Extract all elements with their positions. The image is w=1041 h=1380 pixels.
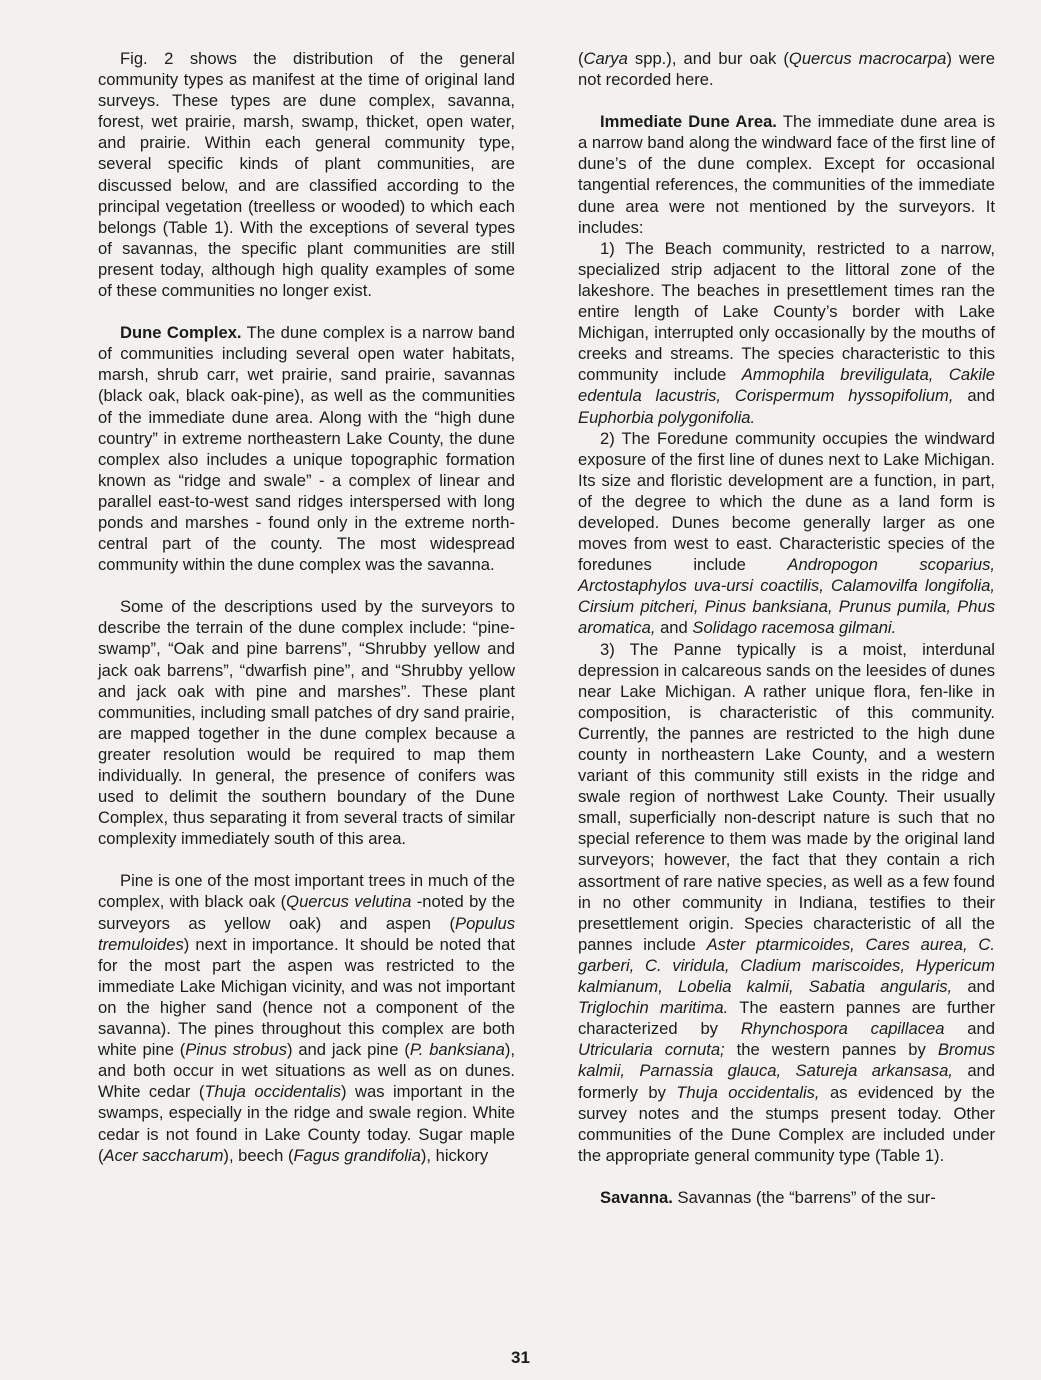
immediate-dune-heading: Immediate Dune Area. — [600, 112, 777, 132]
left-column — [98, 48, 515, 1166]
panne-paragraph: 3) The Panne typically is a moist, interdunal depression in calcareous sands on the leesides of dunes near Lake Michigan. A rather unique flora, fen-like in composition, is characteristic of this community. Currently, the pannes are restricted to the high dune county in northeastern Lake County, and a western variant of this community still exists in the ridge and swale region of northwest Lake County. Their usually small, superficially non-descript nature is such that no special reference to them was made by the original land surveyors; however, the fact that they contain a rich assortment of rare native species, as well as a few found in no other community in Indiana, testifies to their presettlement origin. Species characteristic of all the pannes include Aster ptarmicoides, Cares aurea, C. garberi, C. viridula, Cladium mariscoides, Hypericum kalmianum, Lobelia kalmii, Sabatia angularis, and Triglochin maritima. The eastern pannes are further characterized by Rhynchospora capillacea and Utricularia cornuta; the western pannes by Bromus kalmii, Parnassia glauca, Satureja arkansasa, and formerly by Thuja occidentalis, as evidenced by the survey notes and the stumps present today. Other communities of the Dune Complex are included under the appropriate general community type (Table 1). — [578, 639, 996, 1165]
immediate-dune-paragraph — [578, 111, 995, 238]
savanna-paragraph — [578, 1187, 995, 1208]
intro-paragraph: Fig. 2 shows the distribution of the general community types as manifest at the time of original land surveys. These types are dune complex, savanna, forest, wet prairie, marsh, swamp, thicket, open water, and prairie. Within each general community type, several specific kinds of plant communities, are discussed below, and are classified according to the principal vegetation (treelless or wooded) to which each belongs (Table 1). With the exceptions of several types of savannas, the specific plant communities are still present today, although high quality examples of some of these communities no longer exist. — [98, 49, 515, 301]
surveyor-descriptions-paragraph: Some of the descriptions used by the surveyors to describe the terrain of the dune complex include: “pine-swamp”, “Oak and pine barrens”, “Shrubby yellow and jack oak barrens”, “dwarfish pine”, and “Shrubby yellow and jack oak with pine and marshes”. These plant communities, including small patches of dry sand prairie, are mapped together in the dune complex because a greater resolution would be required to map them individually. In general, the presence of conifers was used to delimit the southern boundary of the Dune Complex, thus separating it from several tracts of similar complexity immediately south of this area. — [98, 597, 515, 849]
dune-complex-heading: Dune Complex. — [120, 323, 242, 343]
right-column — [578, 48, 995, 1208]
dune-complex-paragraph — [98, 322, 515, 575]
dune-complex-text: The dune complex is a narrow band of communities including several open water habitats, marsh, shrub carr, wet prairie, sand prairie, savannas (black oak, black oak-pine), as well as the communities of the immediate dune area. Along with the “high dune country” in extreme northeastern Lake County, the dune complex also includes a unique topographic formation known as “ridge and swale” - a complex of linear and parallel east-to-west sand ridges interspersed with long ponds and marshes - found only in the extreme north-central part of the county. The most widespread community within the dune complex was the savanna. — [98, 323, 515, 575]
foredune-paragraph: 2) The Foredune community occupies the windward exposure of the first line of dunes next to Lake Michigan. Its size and floristic development are a function, in part, of the degree to which the dune as a land form is developed. Dunes become generally larger as one moves from west to east. Characteristic species of the foredunes include Andropogon scoparius, Arctostaphylos uva-ursi coactilis, Calamovilfa longifolia, Cirsium pitcheri, Pinus banksiana, Prunus pumila, Phus aromatica, and Solidago racemosa gilmani. — [578, 428, 995, 638]
continued-paragraph: (Carya spp.), and bur oak (Quercus macrocarpa) were not recorded here. — [578, 49, 995, 90]
savanna-text: Savannas (the “barrens” of the sur- — [677, 1187, 936, 1207]
pine-paragraph: Pine is one of the most important trees in much of the complex, with black oak (Quercus velutina -noted by the surveyors as yellow oak) and aspen (Populus tremuloides) next in importance. It should be noted that for the most part the aspen was restricted to the immediate Lake Michigan vicinity, and was not important on the higher sand (hence not a component of the savanna). The pines throughout this complex are both white pine (Pinus strobus) and jack pine (P. banksiana), and both occur in wet situations as well as on dunes. White cedar (Thuja occidentalis) was important in the swamps, especially in the ridge and swale region. White cedar is not found in Lake County today. Sugar maple (Acer saccharum), beech (Fagus grandifolia), hickory — [98, 871, 516, 1165]
page-number: 31 — [511, 1348, 530, 1367]
immediate-dune-text: The immediate dune area is a narrow band along the windward face of the first line of dune’s of the dune complex. Except for occasional tangential references, the communities of the immediate dune area were not mentioned by the surveyors. It includes: — [578, 112, 995, 237]
savanna-heading: Savanna. — [600, 1187, 673, 1207]
beach-paragraph: 1) The Beach community, restricted to a narrow, specialized strip adjacent to the littoral zone of the lakeshore. The beaches in presettlement times ran the entire length of Lake County’s border with Lake Michigan, interrupted only occasionally by the mouths of creeks and streams. The species characteristic to this community include Ammophila breviligulata, Cakile edentula lacustris, Corispermum hyssopifolium, and Euphorbia polygonifolia. — [578, 238, 996, 427]
